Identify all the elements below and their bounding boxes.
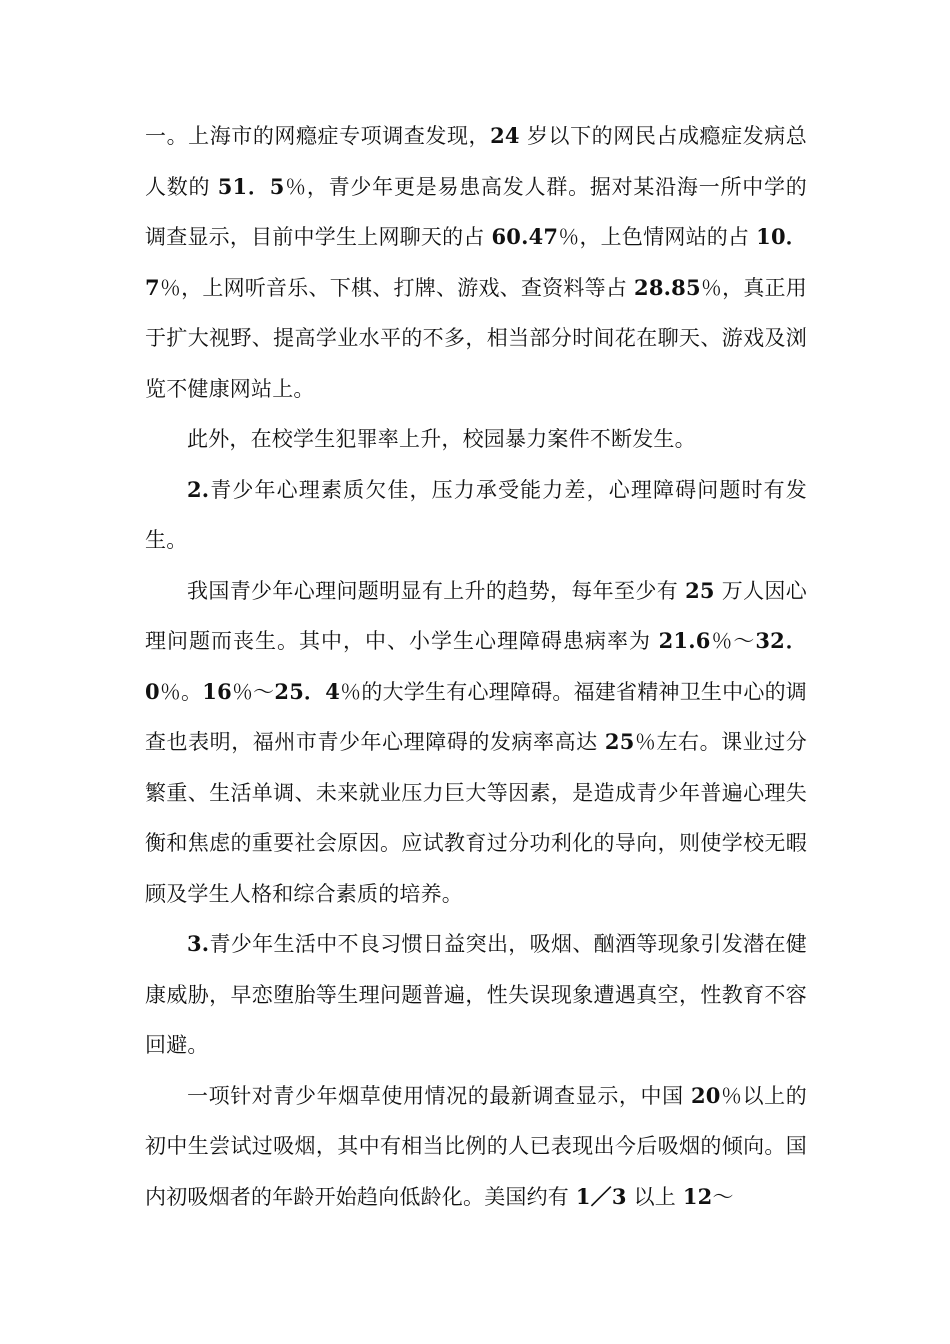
text-run-bold: 60.47 [491,224,559,249]
text-run: ％。 [159,679,203,704]
text-run-bold: 16 [202,678,232,704]
text-run: 一项针对青少年烟草使用情况的最新调查显示，中国 [187,1083,691,1108]
text-run: ％的大学生有心理障碍。福建省精神卫生中心的调查也表明，福州市青少年心理障碍的发病率高达 [145,679,808,754]
text-run: 青少年心理素质欠佳，压力承受能力差，心理障碍问题时有发生。 [145,477,807,552]
text-run-bold: 20 [690,1082,721,1108]
paragraph-school-crime [145,414,807,465]
text-run: ～ [712,1184,734,1209]
text-run-bold: 10．7 [145,224,807,300]
text-run: 以上 [626,1184,683,1209]
text-run-bold: 12 [682,1183,713,1209]
text-run-bold: 32．0 [145,628,807,704]
paragraph-tobacco-survey [145,1071,807,1223]
text-run: ％，真正用于扩大视野、提高学业水平的不多，相当部分时间花在聊天、游戏及浏览不健康网站上。 [145,275,807,401]
text-run: ％，青少年更是易患高发人群。据对某沿海一所中学的调查显示，目前中学生上网聊天的占 [145,174,807,249]
section-number: 2. [187,476,210,502]
text-run: 我国青少年心理问题明显有上升的趋势，每年至少有 [187,578,686,603]
text-run: 万人因心理问题而丧生。其中，中、小学生心理障碍患病率为 [145,578,807,653]
text-run: 此外，在校学生犯罪率上升，校园暴力案件不断发生。 [187,427,696,451]
text-run-bold: 25 [604,729,635,754]
paragraph-internet-addiction [145,111,807,414]
text-run: 青少年生活中不良习惯日益突出，吸烟、酗酒等现象引发潜在健康威胁，早恋堕胎等生理问题普遍，性失误现象遭遇真空，性教育不容回避。 [145,932,807,1057]
text-run-bold: 24 [490,123,520,148]
text-run: 一。上海市的网瘾症专项调查发现， [145,124,491,148]
text-run-bold: 21.6 [658,628,711,653]
text-run: ％，上色情网站的占 [558,225,757,249]
text-run-bold: 1／3 [575,1183,627,1209]
text-run: 岁以下的网民占成瘾症发病总人数的 [145,124,807,199]
text-run: ％～ [231,679,275,704]
text-run-bold: 25．4 [274,678,341,704]
text-run: ％～ [710,629,756,653]
document-body [145,111,807,1222]
text-run-bold: 25 [685,577,715,603]
section-heading-bad-habits [145,919,807,1071]
text-run: ％以上的初中生尝试过吸烟，其中有相当比例的人已表现出今后吸烟的倾向。国内初吸烟者的年龄开始趋向低龄化。美国约有 [145,1083,807,1209]
text-run: ％，上网听音乐、下棋、打牌、游戏、查资料等占 [159,275,635,300]
section-heading-psychological-quality [145,465,807,566]
text-run-bold: 28.85 [634,274,701,300]
paragraph-psychological-problems [145,566,807,920]
text-run: ％左右。课业过分繁重、生活单调、未来就业压力巨大等因素，是造成青少年普遍心理失衡和焦虑的重要社会原因。应试教育过分功利化的导向，则使学校无暇顾及学生人格和综合素质的培养。 [145,730,807,906]
section-number: 3. [187,931,210,956]
text-run-bold: 51．5 [217,173,285,199]
